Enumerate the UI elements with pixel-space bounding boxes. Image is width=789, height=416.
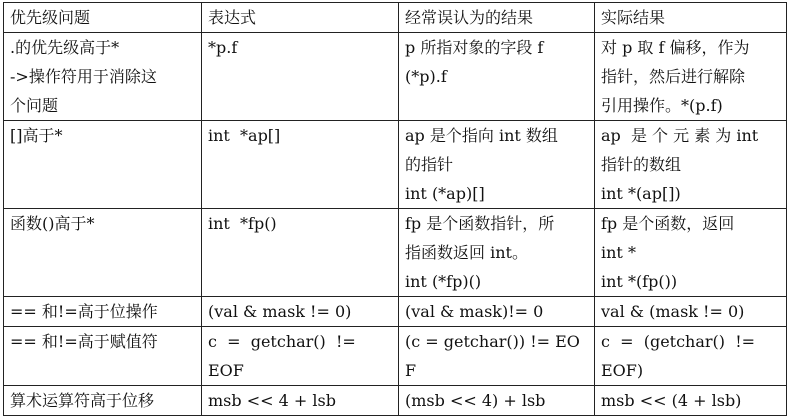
cell-line: *p.f (208, 38, 238, 57)
mistaken-result-cell (399, 33, 595, 121)
cell-line: (msb << 4) + lsb (405, 391, 546, 410)
cell-line: EOF) (601, 361, 644, 380)
cell-line: 函数()高于* (10, 214, 95, 233)
cell-line: []高于* (10, 126, 63, 145)
cell-line: int *(ap[]) (601, 184, 681, 203)
cell-line: (c = getchar()) != EOF (405, 332, 580, 380)
cell-line: fp 是个函数，返回 (601, 214, 735, 233)
cell-line: ->操作符用于消除这 (10, 67, 157, 86)
cell-line: (val & mask)!= 0 (405, 302, 544, 321)
cell-line: int (*fp)() (405, 272, 482, 291)
issue-cell (4, 121, 202, 209)
table-row (4, 297, 787, 327)
expression-cell (202, 121, 399, 209)
cell-line: val & (mask != 0) (601, 302, 745, 321)
table-row (4, 386, 787, 416)
cell-line: (*p).f (405, 67, 447, 86)
cell-line: c = getchar() != (208, 332, 356, 351)
issue-cell (4, 33, 202, 121)
cell-line: fp 是个函数指针，所 (405, 214, 555, 233)
header-cell: 实际结果 (595, 3, 787, 33)
cell-line: p 所指对象的字段 f (405, 38, 544, 57)
cell-line: == 和!=高于位操作 (10, 302, 158, 321)
table-row (4, 327, 787, 386)
table-row (4, 209, 787, 297)
cell-line: 指针的数组 (601, 155, 682, 174)
cell-line: 指函数返回 int。 (405, 243, 528, 262)
expression-cell (202, 209, 399, 297)
header-cell: 表达式 (202, 3, 399, 33)
cell-line: msb << 4 + lsb (208, 391, 336, 410)
cell-line: 的指针 (405, 155, 454, 174)
actual-result-cell (595, 297, 787, 327)
expression-cell (202, 386, 399, 416)
table-row (4, 121, 787, 209)
expression-cell (202, 327, 399, 386)
header-cell: 优先级问题 (4, 3, 202, 33)
cell-line: int *ap[] (208, 126, 281, 145)
cell-line: 对 p 取 f 偏移，作为 (601, 38, 750, 57)
table-row (4, 33, 787, 121)
issue-cell (4, 386, 202, 416)
issue-cell (4, 327, 202, 386)
cell-line: (val & mask != 0) (208, 302, 352, 321)
cell-line: 引用操作。*(p.f) (601, 96, 723, 115)
mistaken-result-cell (399, 297, 595, 327)
actual-result-cell (595, 209, 787, 297)
table-body (4, 33, 787, 416)
mistaken-result-cell (399, 327, 595, 386)
mistaken-result-cell (399, 209, 595, 297)
cell-line: 个问题 (10, 96, 59, 115)
cell-line: EOF (208, 361, 244, 380)
expression-cell (202, 297, 399, 327)
cell-line: c = (getchar() != (601, 332, 756, 351)
cell-line: int (*ap)[] (405, 184, 485, 203)
mistaken-result-cell (399, 121, 595, 209)
cell-line: int *(fp()) (601, 272, 678, 291)
cell-line: ap 是个指向 int 数组 (405, 126, 558, 145)
cell-line: 算术运算符高于位移 (10, 391, 155, 410)
cell-line: == 和!=高于赋值符 (10, 332, 158, 351)
actual-result-cell (595, 33, 787, 121)
header-row (4, 3, 787, 33)
mistaken-result-cell (399, 386, 595, 416)
cell-line: msb << (4 + lsb) (601, 391, 742, 410)
actual-result-cell (595, 121, 787, 209)
cell-line: int *fp() (208, 214, 277, 233)
precedence-table (3, 2, 787, 416)
cell-line: ap 是 个 元 素 为 int (601, 126, 759, 145)
expression-cell (202, 33, 399, 121)
cell-line: int * (601, 243, 636, 262)
issue-cell (4, 297, 202, 327)
cell-line: 指针，然后进行解除 (601, 67, 746, 86)
actual-result-cell (595, 327, 787, 386)
header-cell: 经常误认为的结果 (399, 3, 595, 33)
cell-line: .的优先级高于* (10, 38, 120, 57)
actual-result-cell (595, 386, 787, 416)
issue-cell (4, 209, 202, 297)
